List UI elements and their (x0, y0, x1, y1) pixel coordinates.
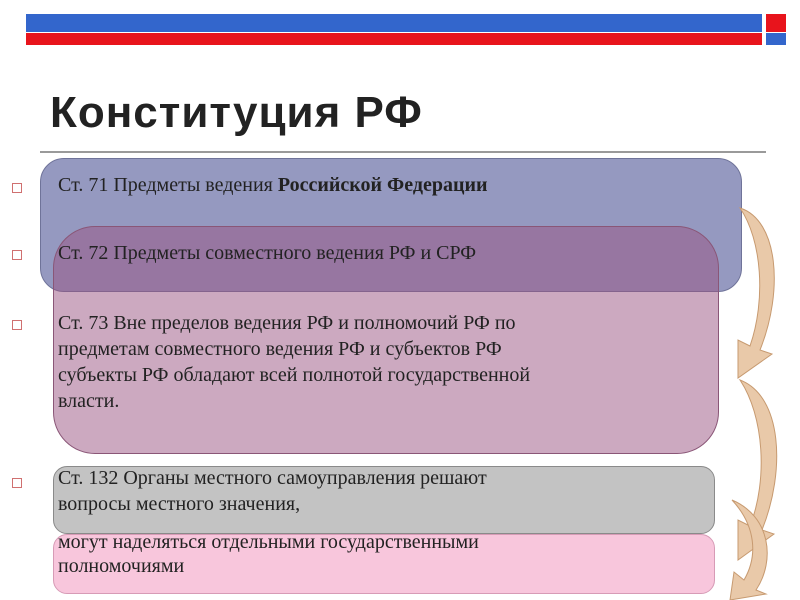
curved-arrows (700, 200, 792, 600)
corner-square-blue (766, 33, 786, 45)
bullet-icon (12, 478, 22, 488)
bullet-icon (12, 183, 22, 193)
article-72-text: Ст. 72 Предметы совместного ведения РФ и СРФ (58, 242, 477, 264)
article-73-text: Ст. 73 Вне пределов ведения РФ и полномочий РФ по предметам совместного ведения РФ и субъектов РФ субъекты РФ обладают всей полнотой государственной власти. (58, 312, 531, 412)
title-divider (40, 151, 766, 153)
top-bar-blue (26, 14, 762, 32)
top-bar-red (26, 33, 762, 45)
slide-title: Конституция РФ (50, 88, 423, 137)
article-132-text: Ст. 132 Органы местного самоуправления решают вопросы местного значения, (58, 467, 487, 515)
bullet-icon (12, 320, 22, 330)
article-71-text: Ст. 71 Предметы ведения Российской Федерации (58, 174, 488, 196)
state-powers-text: могут наделяться отдельными государственными полномочиями (58, 531, 479, 577)
bullet-icon (12, 250, 22, 260)
corner-square-red (766, 14, 786, 32)
curved-arrow-1 (738, 208, 774, 378)
